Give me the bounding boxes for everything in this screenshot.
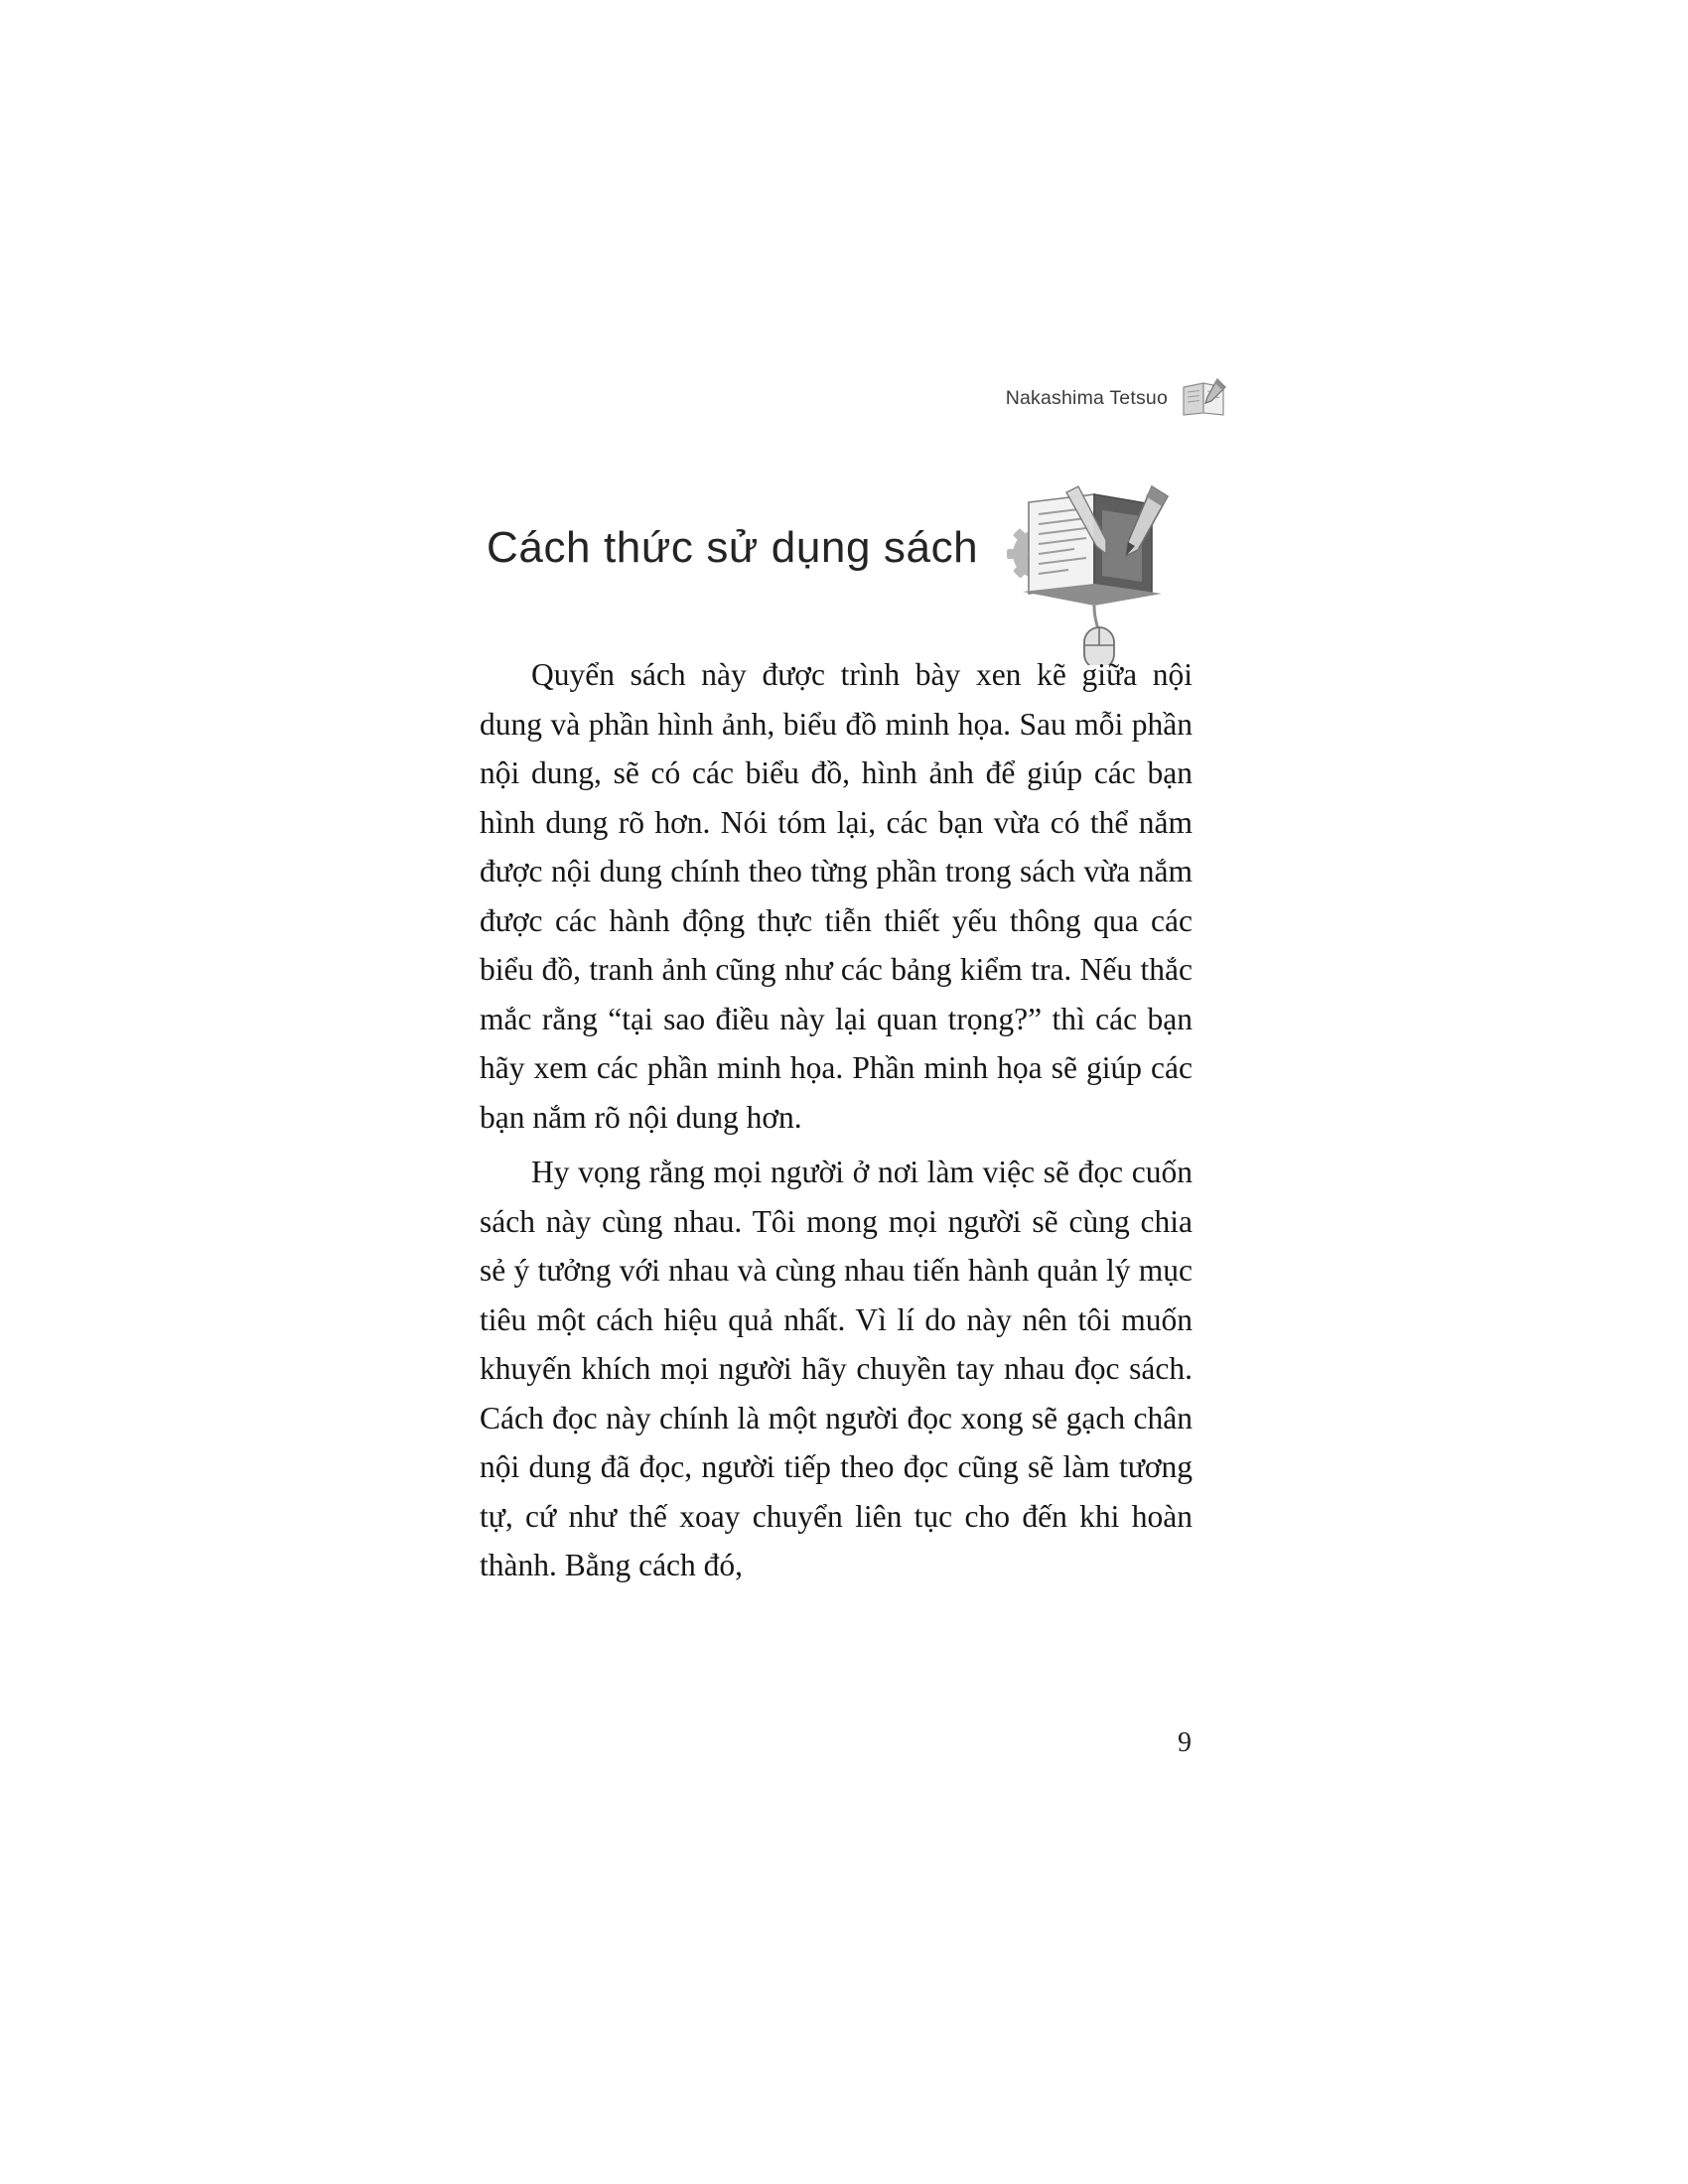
running-head (0, 375, 1231, 421)
open-book-gear-mouse-icon (1003, 467, 1182, 665)
chapter-header (0, 467, 1688, 665)
book-pen-mark-icon (1178, 375, 1231, 421)
paragraph: Quyển sách này được trình bày xen kẽ giữa nội dung và phần hình ảnh, biểu đồ minh họa. Sau mỗi phần nội dung, sẽ có các biểu đồ, hình ảnh để giúp các bạn hình dung rõ hơn. Nói tóm lại, các bạn vừa có thể nắm được nội dung chính theo từng phần trong sách vừa nắm được các hành động thực tiễn thiết yếu thông qua các biểu đồ, tranh ảnh cũng như các bảng kiểm tra. Nếu thắc mắc rằng “tại sao điều này lại quan trọng?” thì các bạn hãy xem các phần minh họa. Phần minh họa sẽ giúp các bạn nắm rõ nội dung hơn. (480, 657, 1193, 1135)
page-title: Cách thức sử dụng sách (487, 523, 979, 573)
body-text (480, 650, 1193, 1590)
running-head-author: Nakashima Tetsuo (1005, 386, 1168, 409)
page-number: 9 (1178, 1727, 1192, 1758)
paragraph: Hy vọng rằng mọi người ở nơi làm việc sẽ đọc cuốn sách này cùng nhau. Tôi mong mọi người sẽ cùng chia sẻ ý tưởng với nhau và cùng nhau tiến hành quản lý mục tiêu một cách hiệu quả nhất. Vì lí do này nên tôi muốn khuyến khích mọi người hãy chuyền tay nhau đọc sách. Cách đọc này chính là một người đọc xong sẽ gạch chân nội dung đã đọc, người tiếp theo đọc cũng sẽ làm tương tự, cứ như thế xoay chuyển liên tục cho đến khi hoàn thành. Bằng cách đó, (480, 1155, 1193, 1582)
